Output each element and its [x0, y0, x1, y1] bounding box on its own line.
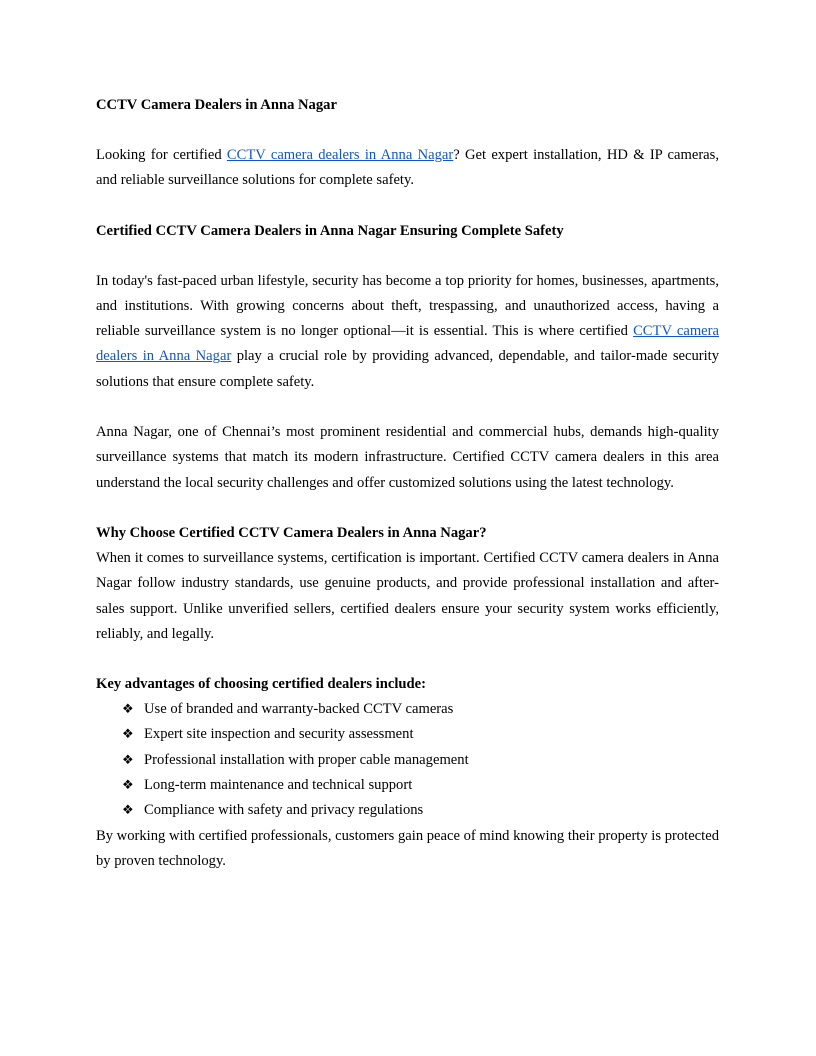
- advantages-list: [96, 697, 719, 823]
- intro-text-after-link: ? Get expert installation, HD & IP cameras, and reliable surveillance solutions for complete safety.: [96, 147, 719, 189]
- diamond-bullet-icon: ❖: [122, 803, 134, 819]
- section-heading-key-advantages: Key advantages of choosing certified dealers include:: [96, 676, 426, 693]
- section-heading-certified-dealers: Certified CCTV Camera Dealers in Anna Nagar Ensuring Complete Safety: [96, 222, 564, 239]
- list-item: [96, 798, 719, 823]
- intro-dealers-link[interactable]: CCTV camera dealers in Anna Nagar: [226, 147, 454, 163]
- list-item-text: Use of branded and warranty-backed CCTV cameras: [144, 701, 454, 718]
- body-dealers-link[interactable]: CCTV camera dealers in Anna Nagar: [96, 323, 719, 365]
- list-item-text: Professional installation with proper cable management: [144, 751, 469, 768]
- section-heading-why-choose: Why Choose Certified CCTV Camera Dealers in Anna Nagar?: [96, 524, 487, 541]
- spacer: [96, 496, 719, 521]
- intro-paragraph: [96, 143, 719, 194]
- security-text-after-link: play a crucial role by providing advanced, dependable, and tailor-made security solutions that ensure complete safety.: [96, 348, 720, 390]
- spacer: [96, 118, 719, 143]
- list-item-text: Compliance with safety and privacy regulations: [144, 802, 424, 819]
- diamond-bullet-icon: ❖: [122, 778, 134, 794]
- list-item-text: Long-term maintenance and technical support: [144, 777, 413, 794]
- document-page: [96, 93, 719, 874]
- list-item: [96, 697, 719, 722]
- why-choose-paragraph: When it comes to surveillance systems, certification is important. Certified CCTV camera dealers in Anna Nagar follow industry standards, use genuine products, and provide professional installation and after-sales support. Unlike unverified sellers, certified dealers ensure your security system works efficiently, reliably, and legally.: [96, 549, 719, 642]
- list-item: [96, 773, 719, 798]
- list-item: [96, 722, 719, 747]
- diamond-bullet-icon: ❖: [122, 752, 134, 768]
- page-title: CCTV Camera Dealers in Anna Nagar: [96, 97, 337, 113]
- security-text-before-link: In today's fast-paced urban lifestyle, security has become a top priority for homes, businesses, apartments, and institutions. With growing concerns about theft, trespassing, and unauthorized access, having a reliable surveillance system is no longer optional—it is essential. This is where certified: [96, 272, 719, 340]
- diamond-bullet-icon: ❖: [122, 702, 134, 718]
- intro-text-before-link: Looking for certified: [96, 147, 227, 163]
- spacer: [96, 194, 719, 219]
- spacer: [96, 395, 719, 420]
- security-priority-paragraph: [96, 269, 719, 395]
- spacer: [96, 647, 719, 672]
- spacer: [96, 244, 719, 269]
- closing-paragraph: By working with certified professionals, customers gain peace of mind knowing their property is protected by proven technology.: [96, 827, 719, 869]
- list-item-text: Expert site inspection and security assessment: [144, 726, 414, 743]
- list-item: [96, 748, 719, 773]
- anna-nagar-paragraph: Anna Nagar, one of Chennai’s most prominent residential and commercial hubs, demands high-quality surveillance systems that match its modern infrastructure. Certified CCTV camera dealers in this area understand the local security challenges and offer customized solutions using the latest technology.: [96, 424, 719, 491]
- diamond-bullet-icon: ❖: [122, 727, 134, 743]
